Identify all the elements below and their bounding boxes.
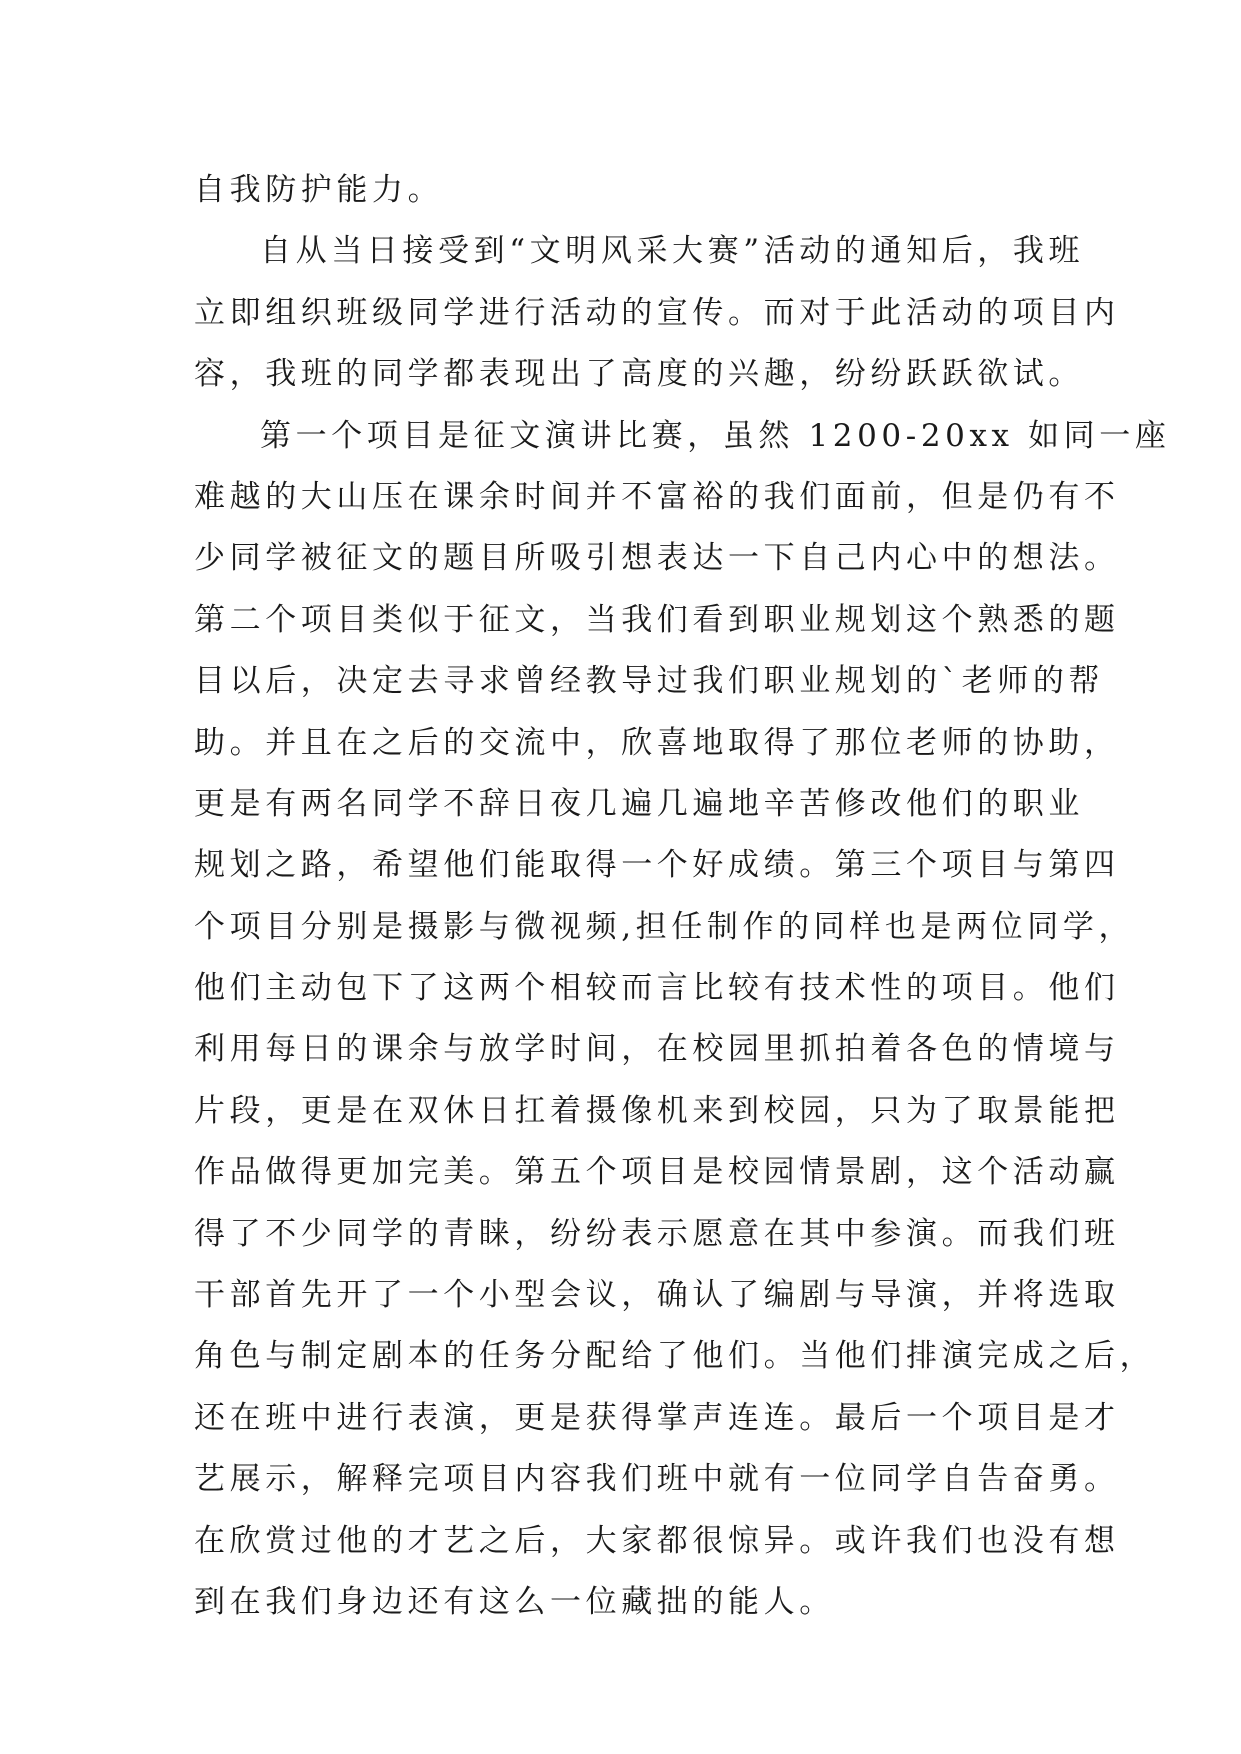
text-line: 容，我班的同学都表现出了高度的兴趣，纷纷跃跃欲试。: [194, 356, 1084, 393]
text-line: 助。并且在之后的交流中，欣喜地取得了那位老师的协助，: [194, 724, 1120, 761]
document-body: [194, 160, 1171, 1633]
text-line: 更是有两名同学不辞日夜几遍几遍地辛苦修改他们的职业: [194, 785, 1084, 822]
text-line: 少同学被征文的题目所吸引想表达一下自己内心中的想法。: [194, 540, 1120, 577]
text-line: 还在班中进行表演，更是获得掌声连连。最后一个项目是才: [194, 1399, 1120, 1436]
text-line: 规划之路，希望他们能取得一个好成绩。第三个项目与第四: [194, 847, 1120, 884]
text-line: 在欣赏过他的才艺之后，大家都很惊异。或许我们也没有想: [194, 1522, 1120, 1559]
text-line: 干部首先开了一个小型会议，确认了编剧与导演，并将选取: [194, 1277, 1120, 1314]
text-line: 艺展示，解释完项目内容我们班中就有一位同学自告奋勇。: [194, 1461, 1120, 1498]
text-line: 他们主动包下了这两个相较而言比较有技术性的项目。他们: [194, 970, 1120, 1007]
text-line: 角色与制定剧本的任务分配给了他们。当他们排演完成之后，: [194, 1338, 1156, 1375]
text-line: 立即组织班级同学进行活动的宣传。而对于此活动的项目内: [194, 294, 1120, 331]
text-line: 自我防护能力。: [194, 172, 444, 208]
text-line: 片段，更是在双休日扛着摄像机来到校园，只为了取景能把: [194, 1092, 1120, 1129]
text-line: 到在我们身边还有这么一位藏拙的能人。: [194, 1583, 835, 1620]
text-line: 得了不少同学的青睐，纷纷表示愿意在其中参演。而我们班: [194, 1215, 1120, 1252]
text-line: 第二个项目类似于征文，当我们看到职业规划这个熟悉的题: [194, 601, 1120, 638]
text-line: 利用每日的课余与放学时间，在校园里抓拍着各色的情境与: [194, 1031, 1120, 1068]
text-line: 个项目分别是摄影与微视频,担任制作的同样也是两位同学，: [194, 908, 1135, 945]
text-line: 作品做得更加完美。第五个项目是校园情景剧，这个活动赢: [194, 1154, 1120, 1191]
text-line: 自从当日接受到“文明风采大赛”活动的通知后，我班: [260, 233, 1085, 270]
text-line: 难越的大山压在课余时间并不富裕的我们面前，但是仍有不: [194, 478, 1120, 515]
text-line: 第一个项目是征文演讲比赛，虽然 1200-20xx 如同一座: [260, 417, 1171, 454]
text-line: 目以后，决定去寻求曾经教导过我们职业规划的`老师的帮: [194, 663, 1105, 700]
